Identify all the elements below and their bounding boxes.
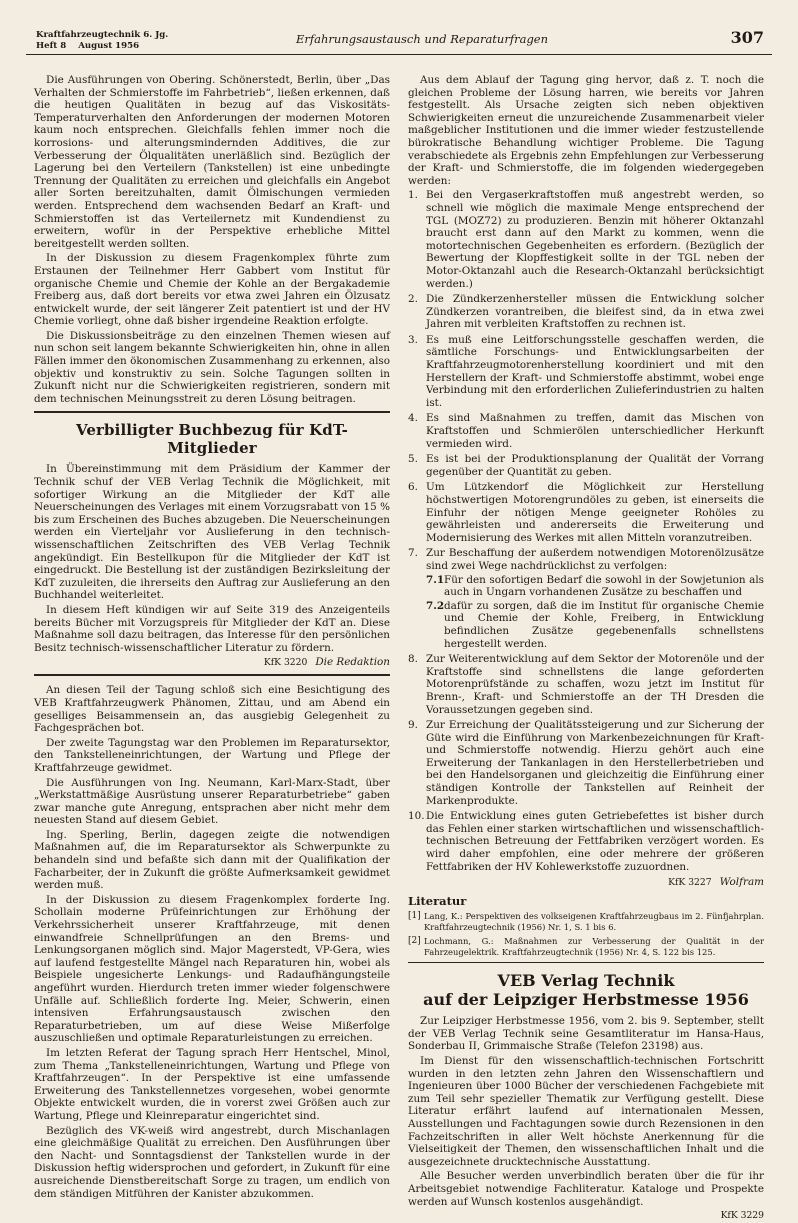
divider xyxy=(34,674,390,676)
list-item: 6. Um Lützkendorf die Möglichkeit zur Herstellung höchstwertigen Motorengrundöles zu geben, ist einerseits die Einfuhr der nötigen Menge geeigneter Rohöles zu gewährleisten und andererseits die Erweiterung und Modernisierung des Werkes mit allen Mitteln voranzutreiben. xyxy=(408,481,764,544)
author-name: Die Redaktion xyxy=(315,656,390,669)
paragraph: In der Diskussion zu diesem Fragenkomplex forderte Ing. Schollain moderne Prüfeinrichtungen zur Erhöhung der Verkehrssicherheit unserer Kraftfahrzeuge, mit denen einwandfreie Schnellprüfungen an den Brems- und Lenkungsorganen möglich sind. Major Magerstedt, VP-Gera, wies auf laufend festgestellte Mängel nach Reparaturen hin, wobei als Beispiele ungesicherte Lenkungs- und Radaufhängungsteile angeführt wurden. Hierdurch treten immer wieder folgenschwere Unfälle auf. Schließlich forderte Ing. Meier, Schwerin, einen intensiven Erfahrungsaustausch zwischen den Reparaturbetrieben, um auf diese Weise Mißerfolge auszuschließen und optimale Reparaturleistungen zu erreichen. xyxy=(34,893,390,1045)
paragraph: Alle Besucher werden unverbindlich beraten über die für ihr Arbeitsgebiet notwendige Fachliteratur. Kataloge und Prospekte werden auf Wunsch kostenlos ausgehändigt. xyxy=(408,1170,764,1208)
paragraph: Zur Leipziger Herbstmesse 1956, vom 2. bis 9. September, stellt der VEB Verlag Technik seine Gesamtliteratur im Hansa-Haus, Sonderbau II, Grimmaische Straße (Telefon 23198) aus. xyxy=(408,1015,764,1053)
issue-date: August 1956 xyxy=(78,41,140,51)
literature-item: [1] Lang, K.: Perspektiven des volkseigenen Kraftfahrzeugbaus im 2. Fünfjahrplan. Kraftfahrzeugtechnik (1956) Nr. 1, S. 1 bis 6. xyxy=(408,911,764,933)
list-item: 5. Es ist bei der Produktionsplanung der Qualität der Vorrang gegenüber der Quantität zu geben. xyxy=(408,453,764,478)
reference-code: KfK 3227 xyxy=(668,877,712,889)
signature xyxy=(34,656,390,668)
paragraph: Die Diskussionsbeiträge zu den einzelnen Themen wiesen auf nun schon seit langem bekannte Schwierigkeiten hin, ohne in allen Fällen immer den ökonomischen Zusammenhang zu erkennen, also objektiv und konstruktiv zu sein. Solche Tagungen sollten in Zukunft nicht nur die Schwierigkeiten registrieren, sondern mit dem technischen Meinungsstreit zu deren Lösung beitragen. xyxy=(34,329,390,405)
divider xyxy=(408,962,764,963)
paragraph: Bezüglich des VK-weiß wird angestrebt, durch Mischanlagen eine gleichmäßige Qualität zu erreichen. Den Ausführungen über den Nacht- und Sonntagsdienst der Tankstellen wurde in der Diskussion heftig widersprochen und gefordert, in Zukunft für eine ausreichende Dienstbereitschaft Sorge zu tragen, um endlich von dem ständigen Mitführen der Kanister abzukommen. xyxy=(34,1124,390,1200)
signature xyxy=(408,1210,764,1221)
box-heading: Verbilligter Buchbezug für KdT-Mitglieder xyxy=(76,421,348,458)
signature xyxy=(408,876,764,888)
literature-heading: Literatur xyxy=(408,894,467,909)
sub-item: 7.1 Für den sofortigen Bedarf die sowohl in der Sowjetunion als auch in Ungarn vorhandenen Zusätze zu beschaffen und xyxy=(426,573,764,599)
list-item: 2. Die Zündkerzenhersteller müssen die Entwicklung solcher Zündkerzen vorantreiben, die bleifest sind, da in etwa zwei Jahren mit verbleiten Kraftstoffen zu rechnen ist. xyxy=(408,293,764,331)
paragraph: In Übereinstimmung mit dem Präsidium der Kammer der Technik schuf der VEB Verlag Technik die Möglichkeit, mit sofortiger Wirkung an die Mitglieder der KdT alle Neuerscheinungen des Verlages mit einem Vorzugsrabatt von 15 % bis zum Erscheinen des Buches abzugeben. Die Neuerscheinungen werden ein Vierteljahr vor Auslieferung in den technisch-wissenschaftlichen Zeitschriften des VEB Verlag Technik angekündigt. Ein Bestellkupon für die Mitglieder der KdT ist eingedruckt. Die Bestellung ist der zuständigen Bezirksleitung der KdT zuzuleiten, die ihrerseits den Auftrag zur Auslieferung an den Buchhandel weiterleitet. xyxy=(34,463,390,602)
paragraph: Der zweite Tagungstag war den Problemen im Reparatursektor, den Tankstelleneinrichtungen, der Wartung und Pflege der Kraftfahrzeuge gewidmet. xyxy=(34,736,390,774)
section-title: Erfahrungsaustausch und Reparaturfragen xyxy=(296,32,549,46)
list-item: 1. Bei den Vergaserkraftstoffen muß angestrebt werden, so schnell wie möglich die maximale Menge entsprechend der TGL (MOZ72) zu produzieren. Benzin mit höherer Oktanzahl braucht erst dann auf den Markt zu kommen, wenn die motortechnischen Gegebenheiten es erfordern. (Bezüglich der Bewertung der Klopffestigkeit sollte in der TGL neben der Motor-Oktanzahl auch die Research-Oktanzahl berücksichtigt werden.) xyxy=(408,189,764,290)
paragraph: Im Dienst für den wissenschaftlich-technischen Fortschritt wurden in den letzten zehn Jahren den Wissenschaftlern und Ingenieuren über 1000 Bücher der verschiedenen Fachgebiete mit zum Teil sehr spezieller Thematik zur Verfügung gestellt. Diese Literatur erfährt laufend auf internationalen Messen, Ausstellungen und Fachtagungen sowie durch Rezensionen in den Fachzeitschriften in aller Welt höchste Anerkennung für die Vielseitigkeit der Themen, den wissenschaftlichen Inhalt und die ausgezeichnete drucktechnische Ausstattung. xyxy=(408,1055,764,1168)
page-number: 307 xyxy=(730,28,764,47)
journal-name: Kraftfahrzeugtechnik xyxy=(36,30,141,40)
recommendation-list xyxy=(408,189,764,873)
journal-info xyxy=(36,30,168,52)
list-item: 9. Zur Erreichung der Qualitätssteigerung und zur Sicherung der Güte wird die Einführung von Markenbezeichnungen für Kraft- und Schmierstoffe notwendig. Hierzu gehört auch eine Erweiterung der Tankanlagen in den Herstellerbetrieben und bei den Handelsorganen und gleichzeitig die Einführung einer ständigen Kontrolle der Tankstellen auf Reinheit der Markenprodukte. xyxy=(408,719,764,807)
paragraph: Aus dem Ablauf der Tagung ging hervor, daß z. T. noch die gleichen Probleme der Lösung harren, wie bereits vor Jahren festgestellt. Als Ursache zeigten sich neben objektiven Schwierigkeiten erneut die unzureichende Zusammenarbeit vieler maßgeblicher Institutionen und die immer wieder festzustellende bürokratische Behandlung wichtiger Probleme. Die Tagung verabschiedete als Ergebnis zehn Empfehlungen zur Verbesserung der Kraft- und Schmierstoffe, die im folgenden wiedergegeben werden: xyxy=(408,74,764,187)
list-item: 7. Zur Beschaffung der außerdem notwendigen Motorenölzusätze sind zwei Wege nachdrücklichst zu verfolgen: 7.1 Für den sofortigen Bedarf die sowohl in der Sowjetunion als auch in Ungarn vorhandenen Zusätze zu beschaffen und 7.2 dafür zu sorgen, daß die im Institut für organische Chemie und Chemie der Kohle, Freiberg, in Entwicklung befindlichen Zusätze gegebenenfalls schnellstens hergestellt werden. xyxy=(408,547,764,650)
paragraph: An diesen Teil der Tagung schloß sich eine Besichtigung des VEB Kraftfahrzeugwerk Phänomen, Zittau, und am Abend ein geselliges Beisammensein an, das ausgiebig Gelegenheit zu Fachgesprächen bot. xyxy=(34,684,390,735)
paragraph: Die Ausführungen von Obering. Schönerstedt, Berlin, über „Das Verhalten der Schmierstoffe im Fahrbetrieb“, ließen erkennen, daß die heutigen Qualitäten in bezug auf das Viskositäts-Temperaturverhalten den Anforderungen der modernen Motoren kaum noch entsprechen. Gleichfalls fehlen immer noch die korrosions- und alterungsmindernden Additives, die zur Verbesserung der Ölqualitäten unerläßlich sind. Bezüglich der Lagerung bei den Verteilern (Tankstellen) ist eine unbedingte Trennung der Qualitäten zu erreichen und gleichfalls ein Angebot aller Sorten bereitzuhalten, damit Ölmischungen vermieden werden. Entsprechend dem wachsenden Bedarf an Kraft- und Schmierstoffen ist das Verteilernetz mit Kundendienst zu erweitern, wofür in der Perspektive erhebliche Mittel bereitgestellt werden sollten. xyxy=(34,74,390,250)
paragraph: In diesem Heft kündigen wir auf Seite 319 des Anzeigenteils bereits Bücher mit Vorzugspreis für Mitglieder der KdT an. Diese Maßnahme soll dazu beitragen, das Interesse für den persönlichen Besitz technisch-wissenschaftlicher Literatur zu fördern. xyxy=(34,603,390,654)
literature-item: [2] Lochmann, G.: Maßnahmen zur Verbesserung der Qualität in der Fahrzeugelektrik. Kraftfahrzeugtechnik (1956) Nr. 4, S. 122 bis 125. xyxy=(408,936,764,958)
issue-number: Heft 8 xyxy=(36,41,67,51)
list-item: 3. Es muß eine Leitforschungsstelle geschaffen werden, die sämtliche Forschungs- und Entwicklungsarbeiten der Kraftfahrzeugmotorenherstellung koordiniert und mit den Herstellern der Kraft- und Schmierstoffe abstimmt, wobei enge Verbindung mit den erforderlichen Zulieferindustrien zu halten ist. xyxy=(408,333,764,409)
left-column xyxy=(34,74,390,1202)
announcement-heading: VEB Verlag Technik auf der Leipziger Herbstmesse 1956 xyxy=(423,971,749,1010)
reference-code: KfK 3220 xyxy=(263,657,308,669)
list-item: 8. Zur Weiterentwicklung auf dem Sektor der Motorenöle und der Kraftstoffe sind schnellstens die lange geforderten Motorenprüfstände zu schaffen, wozu jetzt im Institut für Brenn-, Kraft- und Schmierstoffe an der TH Dresden die Voraussetzungen gegeben sind. xyxy=(408,653,764,716)
divider xyxy=(34,411,390,413)
paragraph: Die Ausführungen von Ing. Neumann, Karl-Marx-Stadt, über „Werkstattmäßige Ausrüstung unserer Reparaturbetriebe“ gaben zwar manche gute Anregung, entsprachen aber nicht mehr dem neuesten Stand auf diesem Gebiet. xyxy=(34,776,390,827)
list-item: 10. Die Entwicklung eines guten Getriebefettes ist bisher durch das Fehlen einer starken wirtschaftlichen und wissenschaftlich-technischen Betreuung der Fettfabriken verzögert worden. Es wird daher empfohlen, eine oder mehrere der größeren Fettfabriken der HV Kohlewerkstoffe zuzuordnen. xyxy=(408,810,764,873)
running-header xyxy=(26,24,772,55)
journal-year: 6. Jg. xyxy=(143,30,169,40)
list-item: 4. Es sind Maßnahmen zu treffen, damit das Mischen von Kraftstoffen und Schmierölen unterschiedlicher Herkunft vermieden wird. xyxy=(408,412,764,450)
paragraph: In der Diskussion zu diesem Fragenkomplex führte zum Erstaunen der Teilnehmer Herr Gabbert vom Institut für organische Chemie und Chemie der Kohle an der Bergakademie Freiberg aus, daß dort bereits vor etwa zwei Jahren ein Ölzusatz entwickelt wurde, der seit längerer Zeit patentiert ist und der HV Chemie vorliegt, ohne daß bisher irgendeine Reaktion erfolgte. xyxy=(34,252,390,328)
reference-code: KfK 3229 xyxy=(720,1210,764,1222)
paragraph: Ing. Sperling, Berlin, dagegen zeigte die notwendigen Maßnahmen auf, die im Reparatursektor als Schwerpunkte zu behandeln sind und befaßte sich dann mit der Qualifikation der Facharbeiter, der in Zukunft die größte Aufmerksamkeit gewidmet werden muß. xyxy=(34,828,390,892)
right-column xyxy=(408,74,764,1223)
sub-item: 7.2 dafür zu sorgen, daß die im Institut für organische Chemie und Chemie der Kohle, Freiberg, in Entwicklung befindlichen Zusätze gegebenenfalls schnellstens hergestellt werden. xyxy=(426,599,764,650)
author-name: Wolfram xyxy=(719,876,764,889)
paragraph: Im letzten Referat der Tagung sprach Herr Hentschel, Minol, zum Thema „Tankstelleneinrichtungen, Wartung und Pflege von Kraftfahrzeugen“. In der Perspektive ist eine umfassende Erweiterung des Tankstellennetzes vorgesehen, wobei genormte Objekte entwickelt wurden, die in vorerst zwei Größen auch zur Wartung, Pflege und Kleinreparatur eingerichtet sind. xyxy=(34,1046,390,1122)
